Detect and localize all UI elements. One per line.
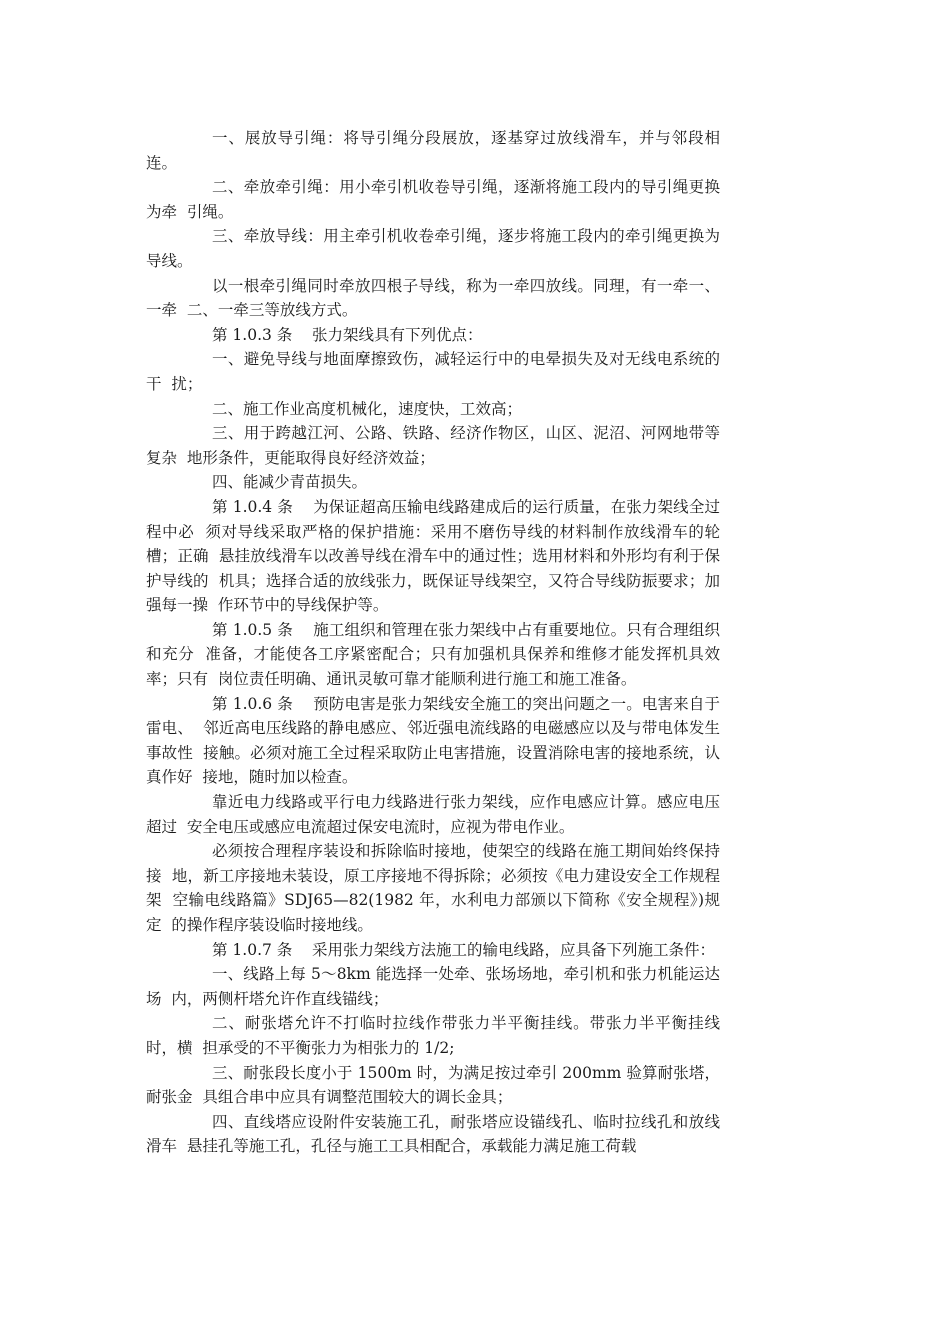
paragraph-condition-4: 四、直线塔应设附件安装施工孔，耐张塔应设锚线孔、临时拉线孔和放线滑车 悬挂孔等施工孔，孔径与施工工具相配合，承载能力满足施工荷载 [146, 1112, 720, 1156]
paragraph-condition-3: 三、耐张段长度小于 1500m 时，为满足按过牵引 200mm 验算耐张塔，耐张金 具组合串中应具有调整范围较大的调长金具； [146, 1063, 720, 1107]
paragraph-pull-rope: 二、牵放牵引绳：用小牵引机收卷导引绳，逐渐将施工段内的导引绳更换为牵 引绳。 [146, 178, 720, 221]
paragraph-advantage-2: 二、施工作业高度机械化，速度快，工效高； [212, 399, 523, 418]
clause-1-0-5: 第 1.0.5 条 施工组织和管理在张力架线中占有重要地位。只有合理组织和充分 准备，才能使各工序紧密配合；只有加强机具保养和维修才能发挥机具效率；只有 岗位责任明确、通讯灵敏可靠才能顺利进行施工和施工准备。 [146, 620, 720, 689]
document-body [146, 126, 730, 1159]
paragraph-condition-1: 一、线路上每 5～8km 能选择一处牵、张场场地，牵引机和张力机能运达场 内，两侧杆塔允许作直线锚线； [146, 965, 720, 1008]
paragraph-advantage-1: 一、避免导线与地面摩擦致伤，减轻运行中的电晕损失及对无线电系统的干 扰； [146, 350, 720, 393]
paragraph-advantage-4: 四、能减少青苗损失。 [212, 473, 368, 492]
paragraph-one-pull-four: 以一根牵引绳同时牵放四根子导线，称为一牵四放线。同理，有一牵一、一牵 二、一牵三等放线方式。 [146, 276, 720, 320]
clause-1-0-6: 第 1.0.6 条 预防电害是张力架线安全施工的突出问题之一。电害来自于雷电、 邻近高电压线路的静电感应、邻近强电流线路的电磁感应以及与带电体发生事故性 接触。必须对施工全过程采取防止电害措施，设置消除电害的接地系统，认真作好 接地，随时加以检查。 [146, 694, 720, 787]
paragraph-induction: 靠近电力线路或平行电力线路进行张力架线，应作电感应计算。感应电压超过 安全电压或感应电流超过保安电流时，应视为带电作业。 [146, 793, 720, 836]
paragraph-advantage-3: 三、用于跨越江河、公路、铁路、经济作物区，山区、泥沼、河网地带等复杂 地形条件，更能取得良好经济效益； [146, 424, 720, 467]
paragraph-grounding: 必须按合理程序装设和拆除临时接地，使架空的线路在施工期间始终保持接 地，新工序接地未装设，原工序接地不得拆除；必须按《电力建设安全工作规程 架 空输电线路篇》SDJ65—82(1982 年，水利电力部颁以下简称《安全规程》)规定 的操作程序装设临时接地线。 [146, 842, 730, 934]
paragraph-guide-rope: 一、展放导引绳：将导引绳分段展放，逐基穿过放线滑车，并与邻段相连。 [146, 129, 720, 172]
clause-1-0-4: 第 1.0.4 条 为保证超高压输电线路建成后的运行质量，在张力架线全过程中必 须对导线采取严格的保护措施：采用不磨伤导线的材料制作放线滑车的轮槽；正确 悬挂放线滑车以改善导线在滑车中的通过性；选用材料和外形均有利于保护导线的 机具；选择合适的放线张力，既保证导线架空，又符合导线防振要求；加强每一操 作环节中的导线保护等。 [146, 497, 720, 615]
clause-1-0-3-heading: 第 1.0.3 条 张力架线具有下列优点： [212, 325, 483, 344]
paragraph-pull-conductor: 三、牵放导线：用主牵引机收卷牵引绳，逐步将施工段内的牵引绳更换为导线。 [146, 227, 720, 270]
clause-1-0-7-heading: 第 1.0.7 条 采用张力架线方法施工的输电线路，应具备下列施工条件： [212, 940, 716, 959]
paragraph-condition-2: 二、耐张塔允许不打临时拉线作带张力半平衡挂线。带张力半平衡挂线时，横 担承受的不平衡张力为相张力的 1/2; [146, 1014, 720, 1057]
